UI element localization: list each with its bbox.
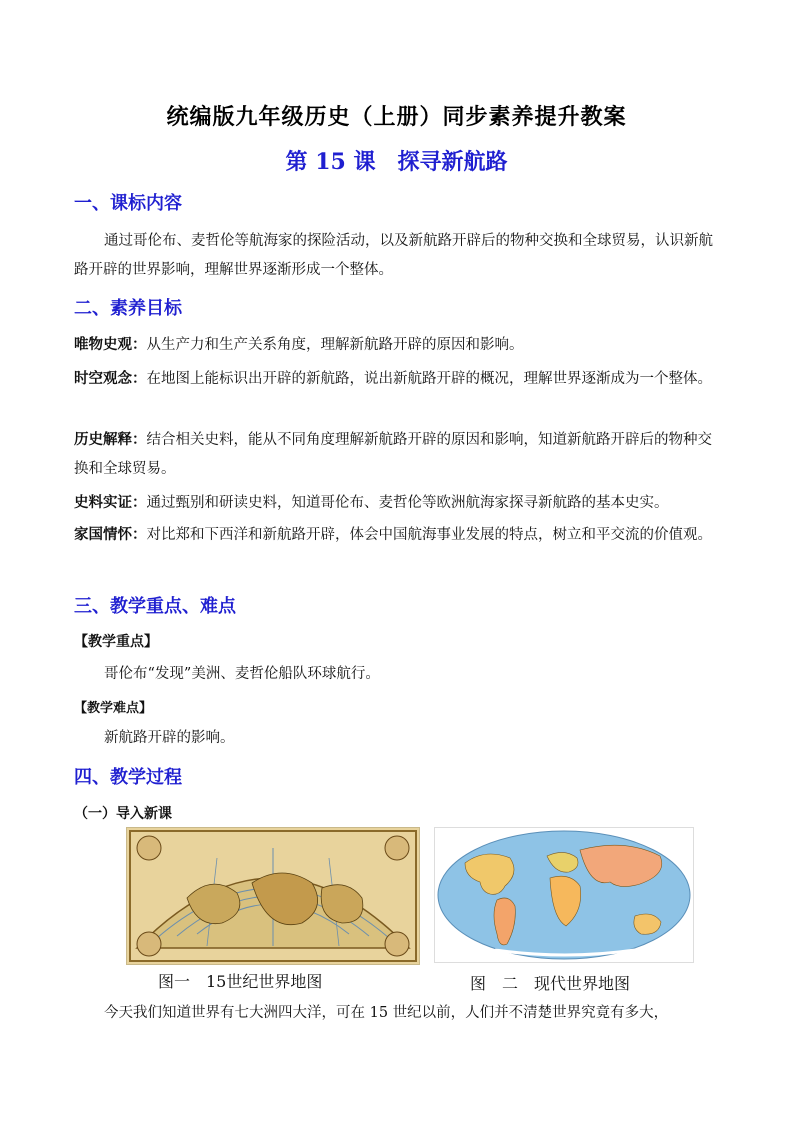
modern-world-map-image (434, 827, 694, 963)
goal-text: 结合相关史料，能从不同角度理解新航路开辟的原因和影响，知道新航路开辟后的物种交换和全球贸易。 (74, 432, 712, 477)
goal-label: 史料实证： (74, 494, 147, 511)
section-heading-literacy-goals: 二、素养目标 (74, 298, 182, 319)
goal-label: 历史解释： (74, 431, 147, 448)
goal-item (74, 488, 722, 518)
difficulty-text: 新航路开辟的影响。 (104, 730, 235, 746)
curriculum-paragraph: 通过哥伦布、麦哲伦等航海家的探险活动，以及新航路开辟后的物种交换和全球贸易，认识新航路开辟的世界影响，理解世界逐渐形成一个整体。 (74, 233, 713, 278)
key-point-label: 【教学重点】 (74, 634, 158, 650)
lesson-title: 第 15 课 探寻新航路 (285, 149, 508, 175)
goal-text: 通过甄别和研读史料，知道哥伦布、麦哲伦等欧洲航海家探寻新航路的基本史实。 (146, 495, 669, 511)
section-heading-teaching-process: 四、教学过程 (74, 767, 182, 788)
goal-item (74, 520, 722, 550)
subsection-intro: （一）导入新课 (74, 806, 172, 822)
section-heading-key-points: 三、教学重点、难点 (74, 596, 236, 617)
figure-two-caption: 图 二 现代世界地图 (470, 974, 631, 993)
key-point-text: 哥伦布“发现”美洲、麦哲伦船队环球航行。 (104, 666, 380, 682)
document-title: 统编版九年级历史（上册）同步素养提升教案 (166, 104, 627, 130)
goal-label: 家国情怀： (74, 526, 147, 543)
section-heading-curriculum: 一、课标内容 (74, 193, 182, 214)
goal-label: 唯物史观： (74, 336, 147, 353)
figure-one-caption: 图一 15世纪世界地图 (158, 972, 323, 991)
goal-item (74, 425, 722, 484)
goal-text: 在地图上能标识出开辟的新航路，说出新航路开辟的概况，理解世界逐渐成为一个整体。 (146, 371, 712, 387)
goal-item (74, 330, 722, 360)
goal-text: 从生产力和生产关系角度，理解新航路开辟的原因和影响。 (146, 337, 524, 353)
goal-label: 时空观念： (74, 370, 147, 387)
goal-text: 对比郑和下西洋和新航路开辟，体会中国航海事业发展的特点，树立和平交流的价值观。 (146, 527, 712, 543)
goal-item (74, 364, 722, 394)
difficulty-label: 【教学难点】 (74, 701, 153, 716)
intro-paragraph: 今天我们知道世界有七大洲四大洋，可在 15 世纪以前，人们并不清楚世界究竟有多大， (104, 1005, 669, 1021)
ptolemy-world-map-image (126, 827, 420, 965)
